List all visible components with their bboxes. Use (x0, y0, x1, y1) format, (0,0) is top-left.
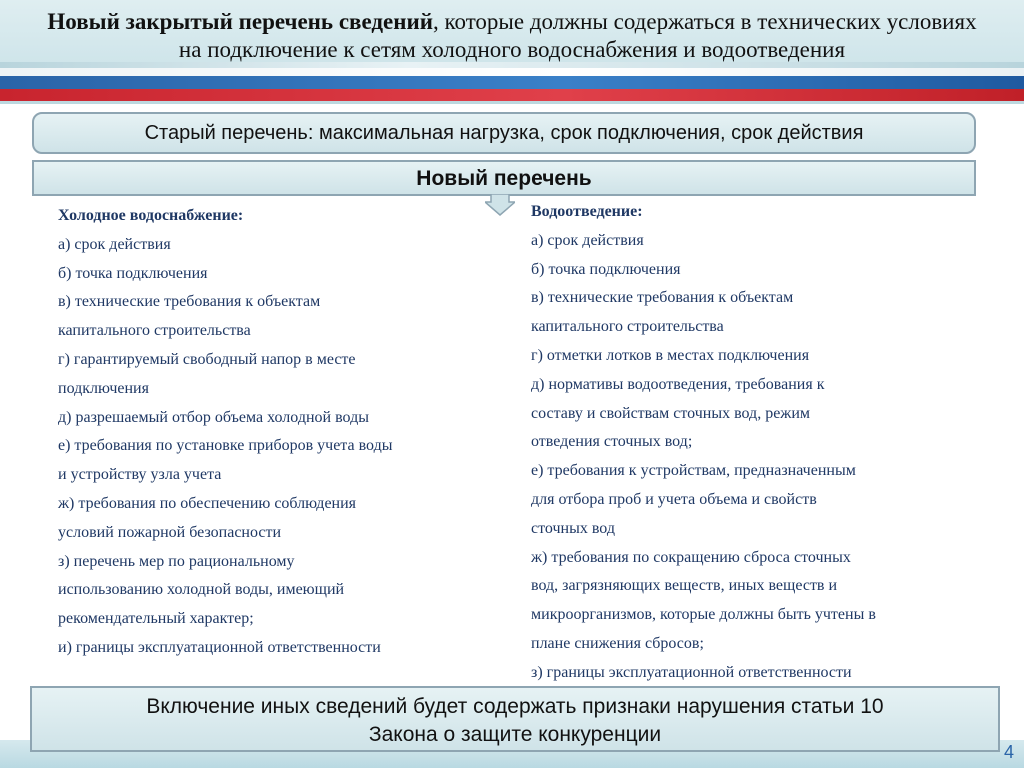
wastewater-list-item: а) срок действия (531, 231, 644, 249)
cold-water-heading: Холодное водоснабжение: (58, 207, 244, 224)
wastewater-list-item: для отбора проб и учета объема и свойств (531, 490, 817, 508)
cold-water-column (58, 202, 498, 663)
wastewater-list-item: з) границы эксплуатационной ответственности (531, 663, 852, 681)
cold-water-list-item: д) разрешаемый отбор объема холодной воды (58, 408, 369, 426)
new-list-title: Новый перечень (416, 167, 592, 190)
page-number: 4 (1003, 742, 1014, 762)
cold-water-list-item: в) технические требования к объектам (58, 293, 321, 311)
cold-water-list-item: использованию холодной воды, имеющий (58, 581, 345, 599)
cold-water-list-item: условий пожарной безопасности (58, 523, 282, 541)
wastewater-list-item: е) требования к устройствам, предназначенным (531, 462, 856, 480)
wastewater-list-item: в) технические требования к объектам (531, 289, 794, 307)
old-list-box (32, 112, 976, 154)
header-stripe-white (0, 68, 1024, 76)
header-stripe-blue (0, 76, 1024, 89)
wastewater-list-item: б) точка подключения (531, 260, 681, 278)
cold-water-list-item: ж) требования по обеспечению соблюдения (58, 494, 357, 512)
wastewater-list-item: г) отметки лотков в местах подключения (531, 346, 810, 364)
cold-water-list-item: и устройству узла учета (58, 466, 222, 484)
cold-water-list-item: а) срок действия (58, 235, 171, 253)
bottom-note-box (30, 686, 1000, 752)
wastewater-column (531, 198, 991, 688)
wastewater-list-item: вод, загрязняющих веществ, иных веществ и (531, 577, 838, 595)
wastewater-list-item: д) нормативы водоотведения, требования к (531, 375, 825, 393)
cold-water-list-item: з) перечень мер по рациональному (58, 552, 295, 570)
bottom-note-line1: Включение иных сведений будет содержать признаки нарушения статьи 10 (146, 695, 884, 718)
cold-water-list-item: и) границы эксплуатационной ответственности (58, 638, 381, 656)
wastewater-list-item: ж) требования по сокращению сброса сточных (531, 548, 851, 566)
cold-water-list-item: подключения (58, 379, 149, 397)
slide-title-rest: , которые должны содержаться в технических условиях на подключение к сетям холодного водоснабжения и водоотведения (178, 9, 977, 62)
slide-title (40, 8, 984, 64)
header-stripe-red (0, 89, 1024, 101)
cold-water-list-item: капитального строительства (58, 322, 251, 340)
cold-water-list-item: е) требования по установке приборов учета воды (58, 437, 393, 455)
slide-header (0, 0, 1024, 104)
wastewater-list-item: микроорганизмов, которые должны быть учтены в (531, 606, 876, 624)
cold-water-list-item: б) точка подключения (58, 264, 208, 282)
slide-title-bold: Новый закрытый перечень сведений (47, 9, 433, 34)
wastewater-list-item: плане снижения сбросов; (531, 634, 704, 652)
cold-water-list (58, 231, 498, 663)
bottom-note-line2: Закона о защите конкуренции (368, 723, 662, 746)
old-list-text: Старый перечень: максимальная нагрузка, срок подключения, срок действия (144, 122, 864, 144)
cold-water-list-item: г) гарантируемый свободный напор в месте (58, 350, 356, 368)
cold-water-list-item: рекомендательный характер; (58, 610, 254, 628)
new-list-box (32, 160, 976, 196)
wastewater-list-item: отведения сточных вод; (531, 433, 693, 451)
wastewater-list-item: сточных вод (531, 519, 615, 537)
wastewater-list-item: составу и свойствам сточных вод, режим (531, 404, 811, 422)
wastewater-list (531, 227, 991, 688)
wastewater-list-item: капитального строительства (531, 318, 724, 336)
wastewater-heading: Водоотведение: (531, 203, 643, 220)
